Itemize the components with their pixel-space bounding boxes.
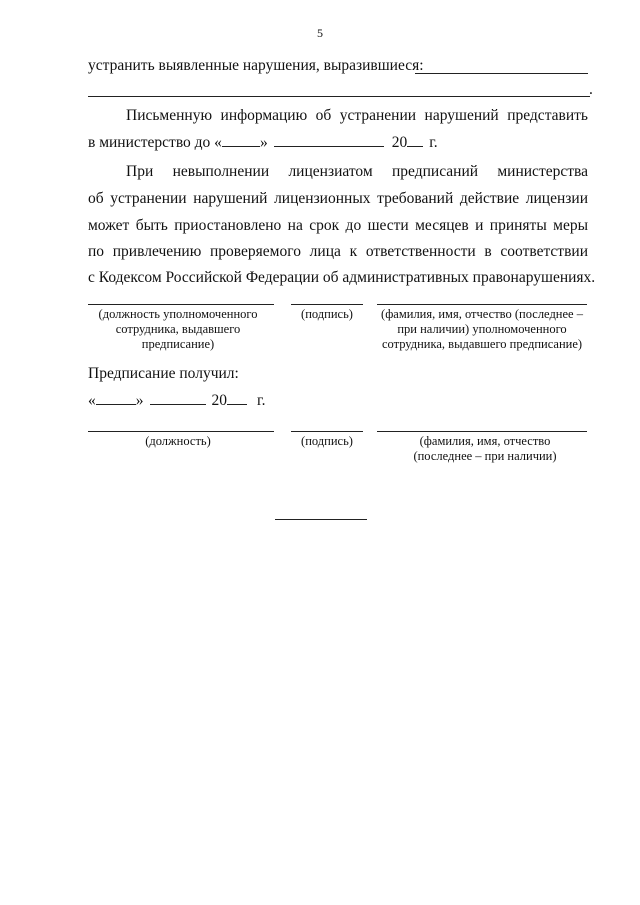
end-rule [275, 519, 367, 520]
receipt-year-blank [227, 392, 247, 405]
issuer-name-caption [371, 307, 593, 352]
issuer-name-line [377, 304, 587, 305]
receipt-day-blank [96, 392, 136, 405]
receipt-date-line [88, 392, 265, 409]
receiver-position-line [88, 431, 274, 432]
issuer-name-caption-l3: сотрудника, выдавшего предписание) [381, 337, 583, 351]
failure-line-4: по привлечению проверяемого лица к ответственности в соответствии [88, 243, 588, 260]
failure-line-5: с Кодексом Российской Федерации об административных правонарушениях. [88, 269, 596, 286]
violations-end-mark: . [589, 81, 593, 98]
report-mid: » [259, 134, 268, 151]
report-month-blank [274, 134, 384, 147]
report-year-blank [407, 134, 423, 147]
receipt-label: Предписание получил: [88, 365, 239, 382]
receiver-signature-caption: (подпись) [301, 434, 353, 448]
issuer-name-caption-l1: (фамилия, имя, отчество (последнее – [381, 307, 583, 321]
receiver-name-caption [380, 434, 590, 464]
failure-line-3: может быть приостановлено на срок до шести месяцев и приняты меры [88, 217, 588, 234]
issuer-name-caption-l2: при наличии) уполномоченного [397, 322, 567, 336]
issuer-position-caption-l2: сотрудника, выдавшего [115, 322, 241, 336]
receipt-year: 20 [211, 392, 227, 409]
report-line-2 [88, 134, 438, 151]
report-day-blank [222, 134, 260, 147]
receiver-name-caption-l1: (фамилия, имя, отчество [419, 434, 551, 448]
receipt-date-close: » [135, 392, 144, 409]
report-suffix: г. [429, 134, 438, 151]
failure-line-1: При невыполнении лицензиатом предписаний министерства [126, 163, 588, 180]
receipt-date-open: « [88, 392, 96, 409]
receiver-name-line [377, 431, 587, 432]
violations-blank-1 [415, 73, 588, 74]
report-year: 20 [391, 134, 408, 151]
receiver-name-caption-l2: (последнее – при наличии) [413, 449, 557, 463]
violations-label: устранить выявленные нарушения, выразившиеся: [88, 57, 424, 74]
page-number: 5 [317, 26, 323, 40]
receiver-signature-line [291, 431, 363, 432]
report-prefix: в министерство до « [88, 134, 222, 151]
receipt-month-blank [150, 392, 206, 405]
failure-line-2: об устранении нарушений лицензионных требований действие лицензии [88, 190, 588, 207]
issuer-position-line [88, 304, 274, 305]
violations-blank-2 [88, 96, 590, 97]
receiver-position-caption: (должность) [145, 434, 211, 448]
issuer-position-caption-l3: предписание) [141, 337, 215, 351]
report-line-1: Письменную информацию об устранении нарушений представить [126, 107, 588, 124]
receipt-suffix: г. [257, 392, 266, 409]
issuer-signature-line [291, 304, 363, 305]
issuer-position-caption-l1: (должность уполномоченного [98, 307, 258, 321]
issuer-signature-caption: (подпись) [301, 307, 353, 321]
issuer-position-caption [78, 307, 278, 352]
